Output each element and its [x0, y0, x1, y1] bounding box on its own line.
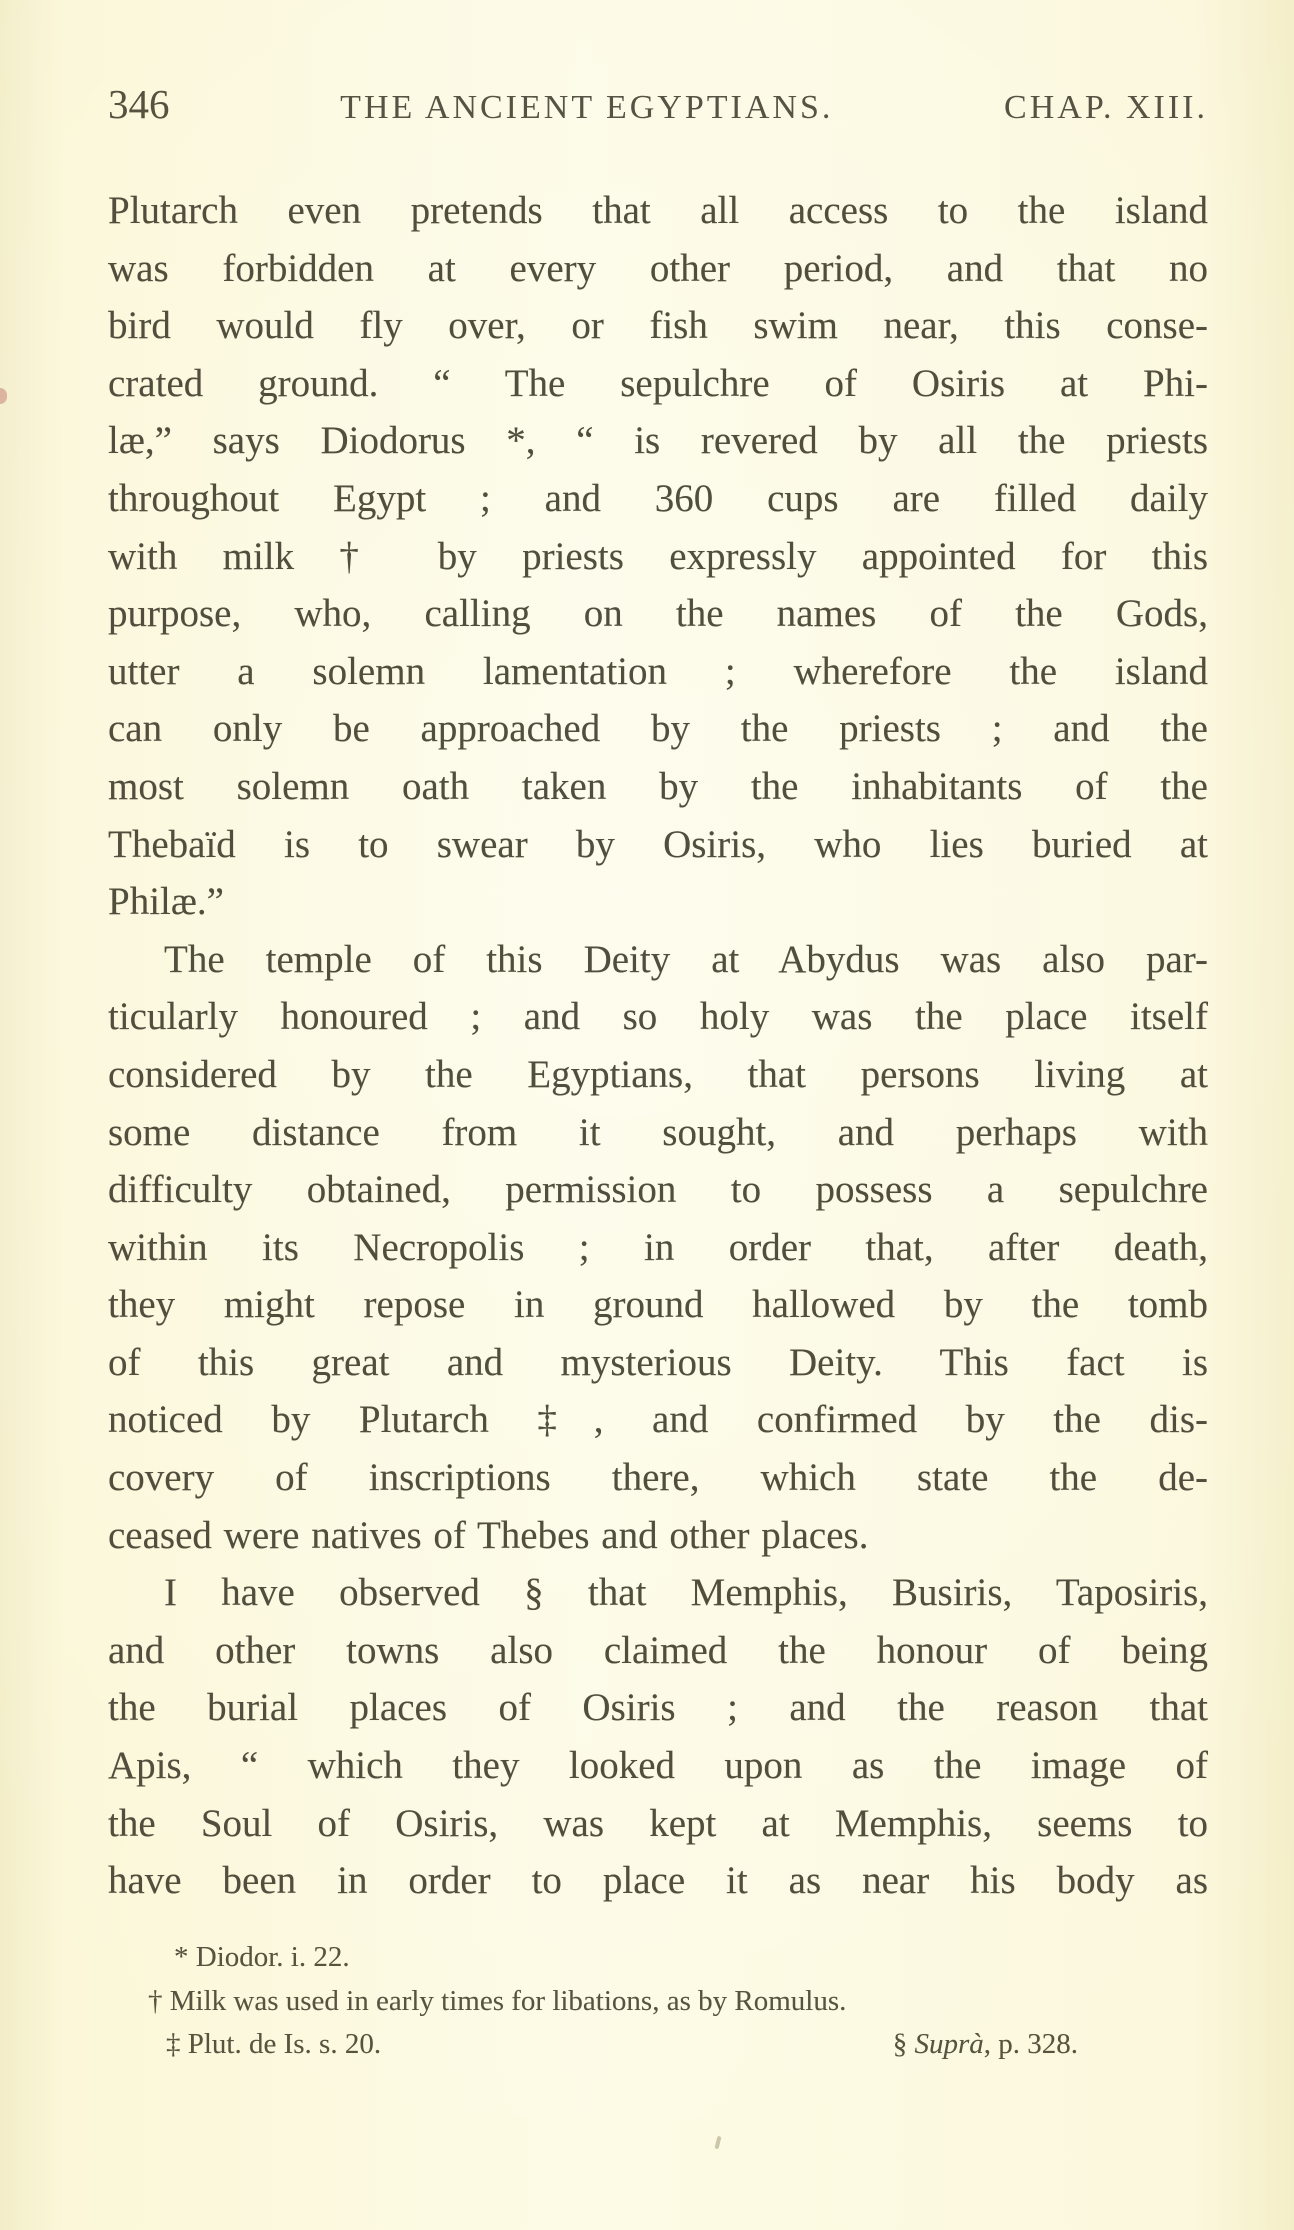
footnote-diodorus: * Diodor. i. 22.	[174, 1941, 350, 1973]
text-line: covery of inscriptions there, which state the de-	[108, 1456, 1208, 1500]
text-line: difficulty obtained, permission to possess a sepulchre	[108, 1168, 1208, 1212]
text-line: was forbidden at every other period, and that no	[108, 246, 1208, 290]
text-line: læ,” says Diodorus *, “ is revered by all the priests	[108, 419, 1208, 463]
footnote-supra-page: , p. 328.	[983, 2028, 1078, 2060]
text-line: the Soul of Osiris, was kept at Memphis, seems to	[108, 1801, 1208, 1845]
text-line: with milk † by priests expressly appointed for this	[108, 534, 1208, 578]
text-line: Plutarch even pretends that all access to the island	[108, 189, 1208, 232]
text-line: the burial places of Osiris ; and the reason that	[108, 1686, 1208, 1730]
footnote-supra-word: Suprà	[914, 2028, 984, 2060]
text-line: The temple of this Deity at Abydus was also par-	[164, 937, 1208, 981]
scan-artifact	[714, 2136, 721, 2150]
text-line: utter a solemn lamentation ; wherefore the island	[108, 649, 1208, 693]
footnote-milk: † Milk was used in early times for libations, as by Romulus.	[148, 1984, 847, 2017]
text-line: can only be approached by the priests ; and the	[108, 707, 1208, 751]
text-line: purpose, who, calling on the names of the Gods,	[108, 592, 1208, 636]
text-line: bird would fly over, or fish swim near, this conse-	[108, 304, 1208, 348]
body-text	[108, 182, 1208, 1910]
chapter-label: CHAP. XIII.	[1004, 89, 1208, 126]
footnote-row	[148, 2023, 1078, 2067]
footnote-supra	[893, 2023, 1078, 2067]
text-line: Philæ.”	[108, 880, 224, 924]
page-header	[108, 81, 1208, 127]
text-line: I have observed § that Memphis, Busiris, Taposiris,	[164, 1571, 1208, 1615]
text-line: and other towns also claimed the honour of being	[108, 1628, 1208, 1672]
text-line: within its Necropolis ; in order that, after death,	[108, 1225, 1208, 1269]
text-line: some distance from it sought, and perhaps with	[108, 1110, 1208, 1154]
scan-artifact	[0, 388, 7, 404]
text-line: considered by the Egyptians, that persons living at	[108, 1052, 1208, 1096]
text-line: noticed by Plutarch ‡, and confirmed by the dis-	[108, 1398, 1208, 1442]
text-line: crated ground. “ The sepulchre of Osiris at Phi-	[108, 361, 1208, 405]
text-line: Apis, “ which they looked upon as the image of	[108, 1744, 1208, 1788]
text-line: they might repose in ground hallowed by the tomb	[108, 1283, 1208, 1327]
text-line: have been in order to place it as near his body as	[108, 1859, 1208, 1903]
page-number: 346	[108, 81, 170, 127]
text-line: most solemn oath taken by the inhabitants of the	[108, 764, 1208, 808]
footnotes	[148, 1936, 1100, 2067]
text-line: ticularly honoured ; and so holy was the place itself	[108, 995, 1208, 1039]
text-line: Thebaïd is to swear by Osiris, who lies buried at	[108, 822, 1208, 866]
text-line: ceased were natives of Thebes and other places.	[108, 1513, 869, 1557]
running-title: THE ANCIENT EGYPTIANS.	[340, 89, 834, 126]
text-line: of this great and mysterious Deity. This fact is	[108, 1340, 1208, 1384]
footnote-plutarch: ‡ Plut. de Is. s. 20.	[166, 2028, 382, 2060]
footnote-supra-mark: §	[892, 2028, 915, 2060]
text-line: throughout Egypt ; and 360 cups are filled daily	[108, 476, 1208, 520]
